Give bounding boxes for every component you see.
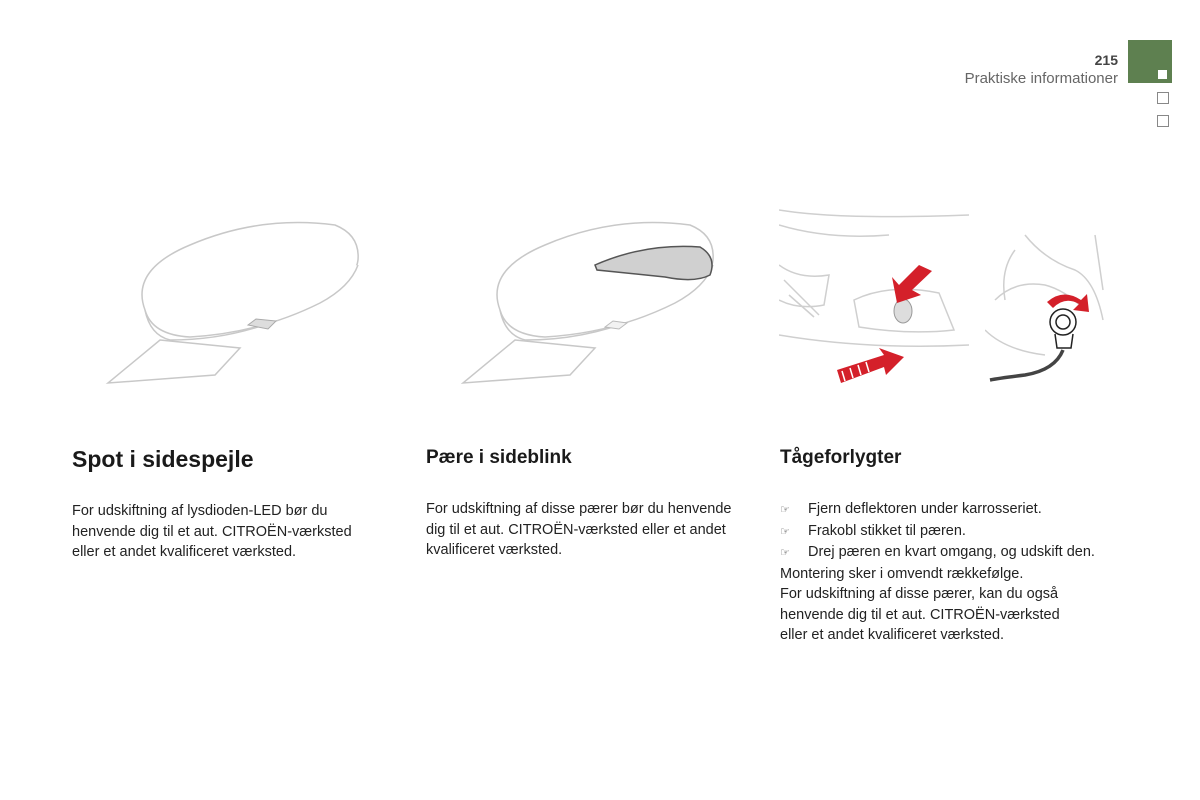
bullet-item: ☞ Fjern deflektoren under karrosseriet. [780,499,1140,521]
page-number: 215 [1094,52,1118,68]
mirror-blinker-illustration [455,215,725,390]
section-heading: Tågeforlygter [780,447,902,468]
body-line: dig til et aut. CITROËN-værksted eller et andet [426,521,726,538]
fog-lamp-bumper-illustration [779,205,969,390]
pointing-hand-icon: ☞ [780,504,790,516]
section-heading: Spot i sidespejle [72,446,254,472]
body-line: Montering sker i omvendt rækkefølge. [780,565,1024,582]
chapter-tab-empty [1157,115,1169,127]
bullet-item: ☞ Drej pæren en kvart omgang, og udskift den. [780,542,1140,564]
chapter-tab-active [1128,40,1172,83]
body-line: eller et andet kvalificeret værksted. [72,544,297,560]
body-line: eller et andet kvalificeret værksted. [780,627,1005,643]
chapter-tab-empty [1157,92,1169,104]
section-blinker [426,447,766,561]
section-heading: Pære i sideblink [426,447,572,468]
section-fog-lamps [780,447,1140,646]
pointing-hand-icon: ☞ [780,547,790,559]
section-title: Praktiske informationer [964,70,1118,87]
mirror-spot-illustration [100,215,370,390]
body-line: kvalificeret værksted. [426,542,563,558]
section-spot [72,446,392,563]
body-line: henvende dig til et aut. CITROËN-værksted [72,523,352,540]
square-icon [1158,70,1167,79]
pointing-hand-icon: ☞ [780,525,790,538]
body-line: For udskiftning af disse pærer, kan du også [780,586,1059,602]
body-line: For udskiftning af lysdioden-LED bør du [72,503,328,519]
bullet-item: ☞ Frakobl stikket til pæren. [780,521,1140,543]
fog-lamp-bulb-illustration [985,230,1107,390]
body-line: henvende dig til et aut. CITROËN-værksted [780,606,1060,623]
body-line: For udskiftning af disse pærer bør du henvende [426,501,732,517]
